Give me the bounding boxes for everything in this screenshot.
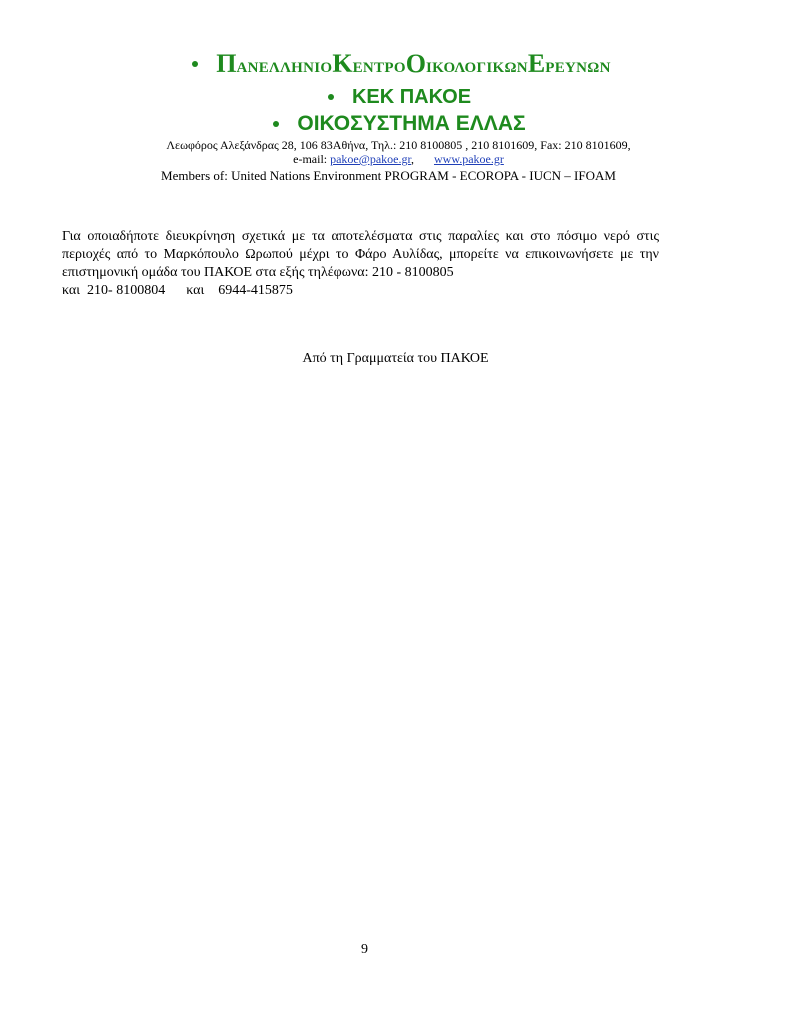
org-word-1: ΠΑΝΕΛΛΗΝΙΟ	[216, 49, 333, 78]
org-word-2: ΚΕΝΤΡΟ	[332, 49, 406, 78]
email-website-line	[0, 152, 791, 166]
signature: Από τη Γραμματεία του ΠΑΚΟΕ	[302, 351, 489, 366]
oikosystima-line	[0, 110, 791, 138]
email-prefix: e-mail:	[293, 152, 331, 166]
letterhead	[0, 44, 791, 184]
bullet-icon	[273, 121, 279, 127]
bullet-icon	[192, 61, 198, 67]
email-suffix: ,	[410, 152, 414, 166]
email-link[interactable]: pakoe@pakoe.gr	[330, 152, 411, 166]
page-number: 9	[361, 942, 368, 957]
body-paragraph	[62, 228, 659, 300]
org-word-3: ΟΙΚΟΛΟΓΙΚΩΝ	[405, 49, 528, 78]
oikosystima-text: ΟΙΚΟΣΥΣΤΗΜΑ ΕΛΛΑΣ	[297, 112, 526, 135]
paragraph-text: Για οποιαδήποτε διευκρίνηση σχετικά με τα αποτελέσματα στις παραλίες και στο πόσιμο νερό στις περιοχές από το Μαρκόπουλο Ωρωπού μέχρι το Φάρο Αυλίδας, μπορείτε να επικοινωνήσετε με την επιστημονική ομάδα του ΠΑΚΟΕ στα εξής τηλέφωνα: 210 - 8100805	[62, 229, 659, 280]
organization-name	[0, 44, 791, 84]
bullet-icon	[328, 94, 334, 100]
members-line: Members of: United Nations Environment PROGRAM - ECOROPA - IUCN – IFOAM	[161, 168, 616, 183]
website-link[interactable]: www.pakoe.gr	[433, 152, 504, 166]
address-line: Λεωφόρος Αλεξάνδρας 28, 106 83Αθήνα, Τηλ.: 210 8100805 , 210 8101609, Fax: 210 8101609,	[166, 138, 631, 152]
org-word-4: ΕΡΕΥΝΩΝ	[527, 49, 611, 78]
phones-line: και 210- 8100804 και 6944-415875	[62, 283, 293, 298]
kek-pakoe-line	[0, 84, 791, 110]
kek-pakoe-text: ΚΕΚ ΠΑΚΟΕ	[351, 85, 472, 108]
